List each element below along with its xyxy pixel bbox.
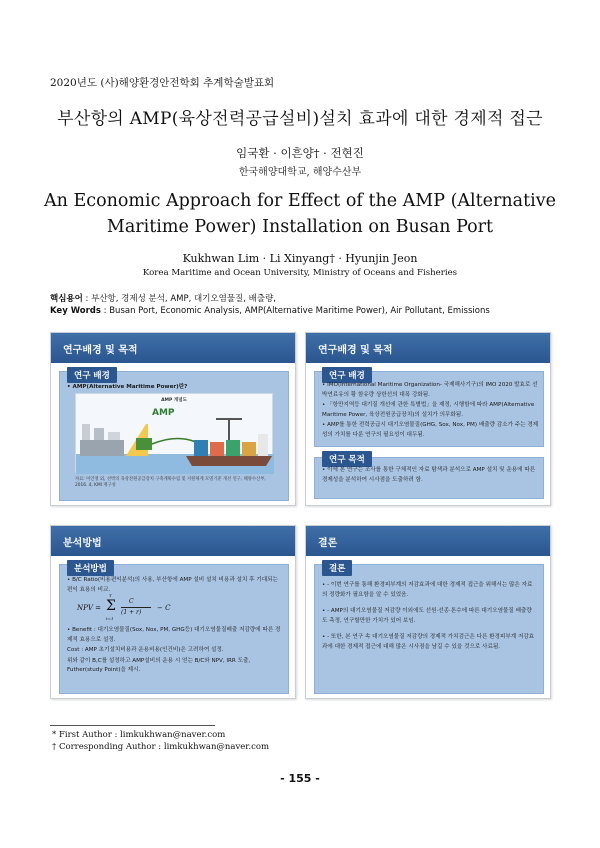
npv-formula: [77, 594, 237, 624]
slide-background: [50, 332, 296, 506]
section-tab: 분석방법: [67, 560, 114, 576]
slide-header: [51, 333, 295, 363]
keywords-english: [50, 306, 490, 316]
bullet-text: - 이번 연구를 통해 환경피부계의 저감효과에 대한 경제적 접근을 위해서는 많은 자료의 정량화가 필요함을 알 수 있었음.: [322, 582, 533, 598]
slide-header-title: 연구배경 및 목적: [318, 345, 393, 356]
formula-lhs: NPV =: [77, 604, 101, 612]
title-english: An Economic Approach for Effect of the AMP (Alternative Maritime Power) Installation on Busan Port: [44, 191, 556, 237]
bullet-list: [67, 383, 287, 394]
bullet-list: [322, 466, 540, 486]
footnote-corresponding-author: † Corresponding Author : limkukhwan@naver.com: [52, 742, 270, 752]
formula-sum-top: T: [109, 593, 112, 598]
keywords-english-text: : Busan Port, Economic Analysis, AMP(Alternative Maritime Power), Air Pollutant, Emissions: [100, 306, 490, 316]
amp-concept-figure: [75, 393, 273, 473]
amp-label: AMP: [152, 408, 175, 418]
bullet-item: [322, 606, 536, 626]
bullet-list: [322, 580, 536, 653]
footnote-first-author: * First Author : limkukhwan@naver.com: [52, 730, 226, 740]
footnote-divider: [50, 725, 215, 726]
bullet-item: • 이에 본 연구는 조사를 통한 구체적인 자료 탐색과 분석으로 AMP 설치 및 운용에 따른 경제성을 분석하여 시사점을 도출하려 함.: [322, 466, 540, 485]
slide-header: [306, 526, 550, 556]
title-korean: 부산항의 AMP(육상전력공급설비)설치 효과에 대한 경제적 접근: [57, 109, 543, 129]
slide-background: [305, 525, 551, 699]
bullet-item: • AMP(Alternative Maritime Power)란?: [67, 383, 287, 393]
port-illustration: [76, 394, 274, 474]
section-tab: 결론: [322, 560, 352, 576]
keywords-english-label: Key Words: [50, 306, 101, 316]
bullet-list: [67, 626, 283, 677]
formula-tail: − C: [157, 604, 171, 612]
formula-denominator: (1 + r): [121, 609, 142, 616]
bullet-item: [322, 580, 536, 600]
page-number: - 155 -: [280, 772, 320, 785]
bullet-list: [322, 381, 540, 441]
formula-sum-bottom: t=1: [106, 616, 114, 621]
slide-header-title: 연구배경 및 목적: [63, 345, 138, 356]
formula-fraction-bar: [121, 607, 151, 608]
bullet-item: Cost : AMP 초기설치비용과 운용비용(인건비)은 고려하여 설정.: [67, 647, 224, 653]
slide-header-title: 분석방법: [63, 538, 102, 549]
authors-korean: 임국환 · 이흔양† · 전현진: [236, 146, 364, 160]
bullet-item: • IMO(International Maritime Organization- 국제해사기구)의 IMO 2020 발효로 선박연료유의 황 함유량 상한선의 대폭 강화됨.: [322, 381, 540, 400]
formula-numerator: C: [129, 598, 134, 605]
conference-name: 2020년도 (사)해양환경안전학회 추계학술발표회: [50, 77, 275, 89]
bullet-item: • 「항만지역등 대기질 개선에 관한 특별법」을 제정, 시행함에 따라 AMP(Alternative Maritime Power, 육상전원공급장치)의 설치가 의무화됨.: [322, 401, 540, 420]
affiliation-english: Korea Maritime and Ocean University, Ministry of Oceans and Fisheries: [142, 268, 458, 278]
figure-title: AMP 개념도: [161, 398, 187, 403]
keywords-korean-label: 핵심용어: [50, 294, 83, 304]
bullet-item: • B/C Ratio(비용편익분석)의 사용, 부산항에 AMP 설비 설치 비용과 설치 후 기대되는 편익 효용의 비교.: [67, 576, 283, 595]
keywords-korean: [50, 292, 276, 304]
formula-sum: Σ: [106, 598, 116, 614]
section-tab: 연구 배경: [322, 367, 372, 383]
slide-background: [305, 332, 551, 506]
slide-header-title: 결론: [318, 538, 338, 549]
bullet-item: • Benefit : 대기오염물질(Sox, Nox, PM, GHG등) 대기오염물질배출 저감량에 따른 경제적 효용으로 설정.: [67, 626, 283, 645]
bullet-item: • AMP를 통한 전력공급시 대기오염물질(GHG, Sox, Nox, PM) 배출량 감소가 주는 경제성의 가치를 다룬 연구의 필요성이 대두됨.: [322, 421, 540, 440]
bullet-item: 위와 같이 B,C를 설정하고 AMP설비의 운용 시 얻는 B/C와 NPV, IRR 도출, Futher(study Point)을 제시.: [67, 657, 251, 673]
slide-header: [51, 526, 295, 556]
slide-background: [50, 525, 296, 699]
bullet-item: [322, 632, 536, 652]
authors-english: Kukhwan Lim · Li Xinyang† · Hyunjin Jeon: [182, 252, 418, 265]
keywords-korean-text: : 부산항, 경제성 분석, AMP, 대기오염물질, 배출량,: [82, 294, 277, 304]
section-tab: 연구 목적: [322, 451, 372, 467]
slide-header: [306, 333, 550, 363]
figure-caption: 자료: 이인영 외, 선박의 육상전원공급장치 구축계획수립 및 지원체계 모델기준 개선 연구, 해양수산부, 2016. 4, KMI 재구성: [75, 477, 266, 488]
bullet-text: - 또한, 본 연구 속 대기오염물질 저감량의 경제적 가치검근은 다른 환경피부계 저감효과에 대한 경제적 접근에 대해 많은 시사점을 남길 수 있을 것으로 사료됨.: [322, 634, 535, 650]
bullet-list: [67, 576, 283, 596]
bullet-text: - AMP의 대기오염물질 저감량 이외에도 선원·선종·톤수에 따른 대기오염물질 배출량도 측정, 연구할만한 가치가 있어 보임.: [322, 608, 532, 624]
affiliation-korean: 한국해양대학교, 해양수산부: [238, 167, 362, 178]
section-tab: 연구 배경: [67, 367, 117, 383]
